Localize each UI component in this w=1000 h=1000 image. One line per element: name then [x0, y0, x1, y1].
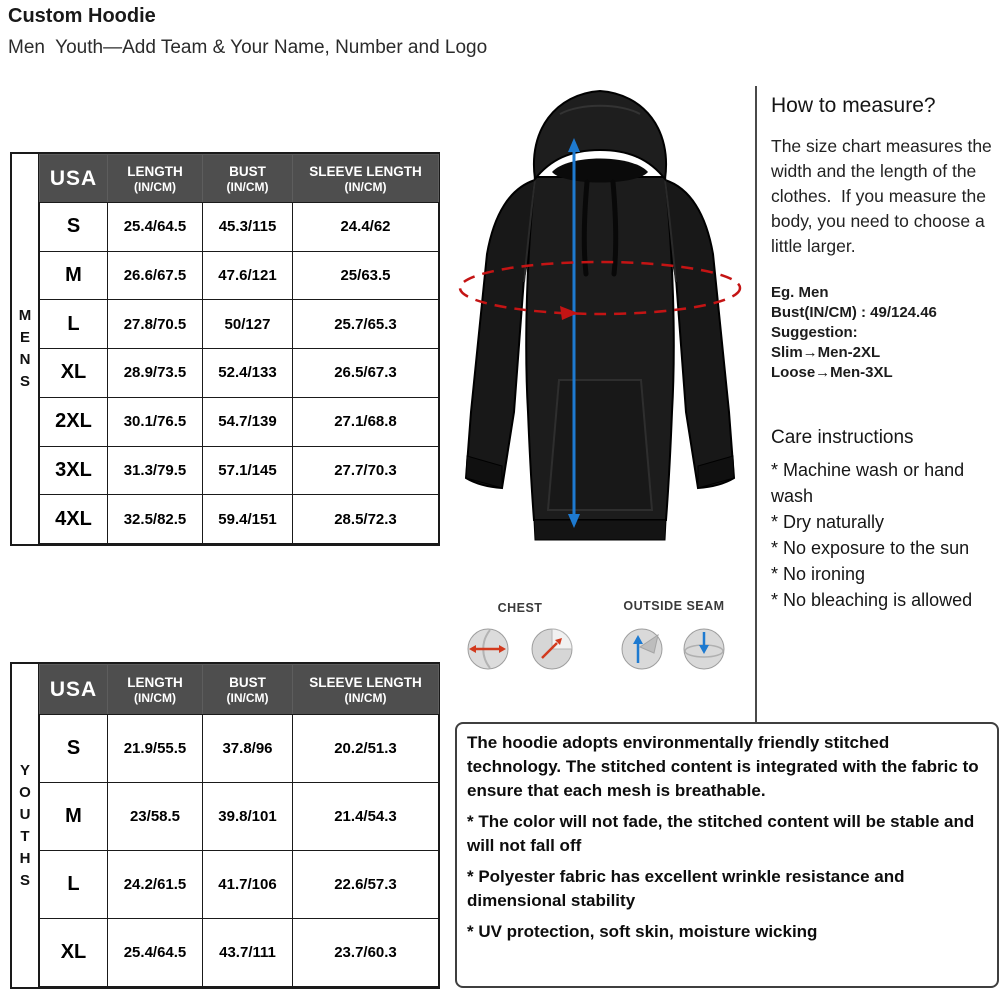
length-cell: 27.8/70.5 — [108, 300, 203, 349]
example-line: Slim→Men-2XL — [771, 344, 881, 361]
size-cell: M — [40, 251, 108, 300]
length-cell: 25.4/64.5 — [108, 919, 203, 987]
table-row — [40, 397, 439, 446]
chest-width-measure-icon — [466, 627, 510, 671]
youths-header-row — [40, 665, 439, 715]
example-line: Suggestion: — [771, 324, 858, 341]
sleeve-cell: 27.7/70.3 — [293, 446, 439, 495]
sleeve-cell: 28.5/72.3 — [293, 495, 439, 544]
length-column-header: LENGTH (IN/CM) — [108, 665, 203, 715]
size-cell: L — [40, 851, 108, 919]
size-cell: L — [40, 300, 108, 349]
size-cell: 3XL — [40, 446, 108, 495]
sleeve-cell: 25/63.5 — [293, 251, 439, 300]
mens-size-table — [10, 152, 440, 546]
feature-item: * Polyester fabric has excellent wrinkle resistance and dimensional stability — [467, 867, 905, 910]
sleeve-cell: 22.6/57.3 — [293, 851, 439, 919]
how-to-measure-title: How to measure? — [771, 94, 936, 117]
size-cell: S — [40, 715, 108, 783]
youths-size-table — [10, 662, 440, 989]
table-row — [40, 203, 439, 252]
care-item: * No bleaching is allowed — [771, 590, 973, 610]
bust-cell: 39.8/101 — [203, 783, 293, 851]
length-cell: 24.2/61.5 — [108, 851, 203, 919]
seam-fold-measure-icon — [620, 627, 664, 671]
table-row — [40, 349, 439, 398]
bust-cell: 47.6/121 — [203, 251, 293, 300]
care-item: * Dry naturally — [771, 512, 885, 532]
size-cell: XL — [40, 919, 108, 987]
feature-item: * UV protection, soft skin, moisture wicking — [467, 922, 818, 941]
care-item: * Machine wash or hand wash — [771, 460, 965, 506]
outside-seam-label: OUTSIDE SEAM — [623, 599, 725, 613]
bust-cell: 57.1/145 — [203, 446, 293, 495]
length-cell: 23/58.5 — [108, 783, 203, 851]
seam-length-measure-icon — [682, 627, 726, 671]
bust-cell: 37.8/96 — [203, 715, 293, 783]
chest-fold-measure-icon — [530, 627, 574, 671]
chest-label: CHEST — [497, 601, 543, 615]
length-column-header: LENGTH (IN/CM) — [108, 155, 203, 203]
table-row — [40, 251, 439, 300]
length-cell: 21.9/55.5 — [108, 715, 203, 783]
page-subtitle: Men Youth—Add Team & Your Name, Number and Logo — [8, 37, 488, 58]
sleeve-cell: 21.4/54.3 — [293, 783, 439, 851]
mens-table — [39, 154, 439, 544]
how-to-measure-body: The size chart measures the width and the length of the clothes. If you measure the body, you need to choose a little larger. — [771, 136, 997, 256]
bust-cell: 43.7/111 — [203, 919, 293, 987]
table-row — [40, 783, 439, 851]
how-to-measure-panel — [755, 86, 999, 722]
feature-item: * The color will not fade, the stitched content will be stable and will not fall off — [467, 812, 975, 855]
table-row — [40, 851, 439, 919]
length-cell: 30.1/76.5 — [108, 397, 203, 446]
sleeve-cell: 25.7/65.3 — [293, 300, 439, 349]
sleeve-column-header: SLEEVE LENGTH (IN/CM) — [293, 665, 439, 715]
bust-cell: 54.7/139 — [203, 397, 293, 446]
size-cell: S — [40, 203, 108, 252]
sleeve-cell: 20.2/51.3 — [293, 715, 439, 783]
size-cell: M — [40, 783, 108, 851]
table-row — [40, 919, 439, 987]
table-row — [40, 300, 439, 349]
table-row — [40, 446, 439, 495]
hoodie-product-image — [440, 82, 760, 602]
bust-cell: 50/127 — [203, 300, 293, 349]
length-cell: 32.5/82.5 — [108, 495, 203, 544]
size-cell: 4XL — [40, 495, 108, 544]
length-cell: 31.3/79.5 — [108, 446, 203, 495]
youths-side-label: YOUTHS — [12, 664, 39, 987]
sleeve-cell: 27.1/68.8 — [293, 397, 439, 446]
bust-cell: 59.4/151 — [203, 495, 293, 544]
bust-column-header: BUST (IN/CM) — [203, 665, 293, 715]
youths-table — [39, 664, 439, 987]
length-cell: 25.4/64.5 — [108, 203, 203, 252]
table-row — [40, 495, 439, 544]
bust-column-header: BUST (IN/CM) — [203, 155, 293, 203]
sleeve-cell: 26.5/67.3 — [293, 349, 439, 398]
care-instructions-title: Care instructions — [771, 427, 914, 448]
care-item: * No ironing — [771, 564, 866, 584]
sleeve-cell: 24.4/62 — [293, 203, 439, 252]
mens-side-label: MENS — [12, 154, 39, 544]
sleeve-cell: 23.7/60.3 — [293, 919, 439, 987]
fabric-features-panel — [455, 722, 999, 988]
length-cell: 26.6/67.5 — [108, 251, 203, 300]
usa-header: USA — [40, 155, 108, 203]
bust-cell: 45.3/115 — [203, 203, 293, 252]
length-cell: 28.9/73.5 — [108, 349, 203, 398]
size-cell: XL — [40, 349, 108, 398]
features-intro: The hoodie adopts environmentally friendly stitched technology. The stitched content is integrated with the fabric to ensure that each mesh is breathable. — [467, 733, 979, 800]
size-cell: 2XL — [40, 397, 108, 446]
example-line: Eg. Men — [771, 284, 829, 301]
table-row — [40, 715, 439, 783]
usa-header: USA — [40, 665, 108, 715]
sleeve-column-header: SLEEVE LENGTH (IN/CM) — [293, 155, 439, 203]
example-line: Bust(IN/CM) : 49/124.46 — [771, 304, 937, 321]
bust-cell: 41.7/106 — [203, 851, 293, 919]
care-item: * No exposure to the sun — [771, 538, 970, 558]
mens-header-row — [40, 155, 439, 203]
bust-cell: 52.4/133 — [203, 349, 293, 398]
example-line: Loose→Men-3XL — [771, 364, 893, 381]
page-title: Custom Hoodie — [8, 5, 156, 27]
